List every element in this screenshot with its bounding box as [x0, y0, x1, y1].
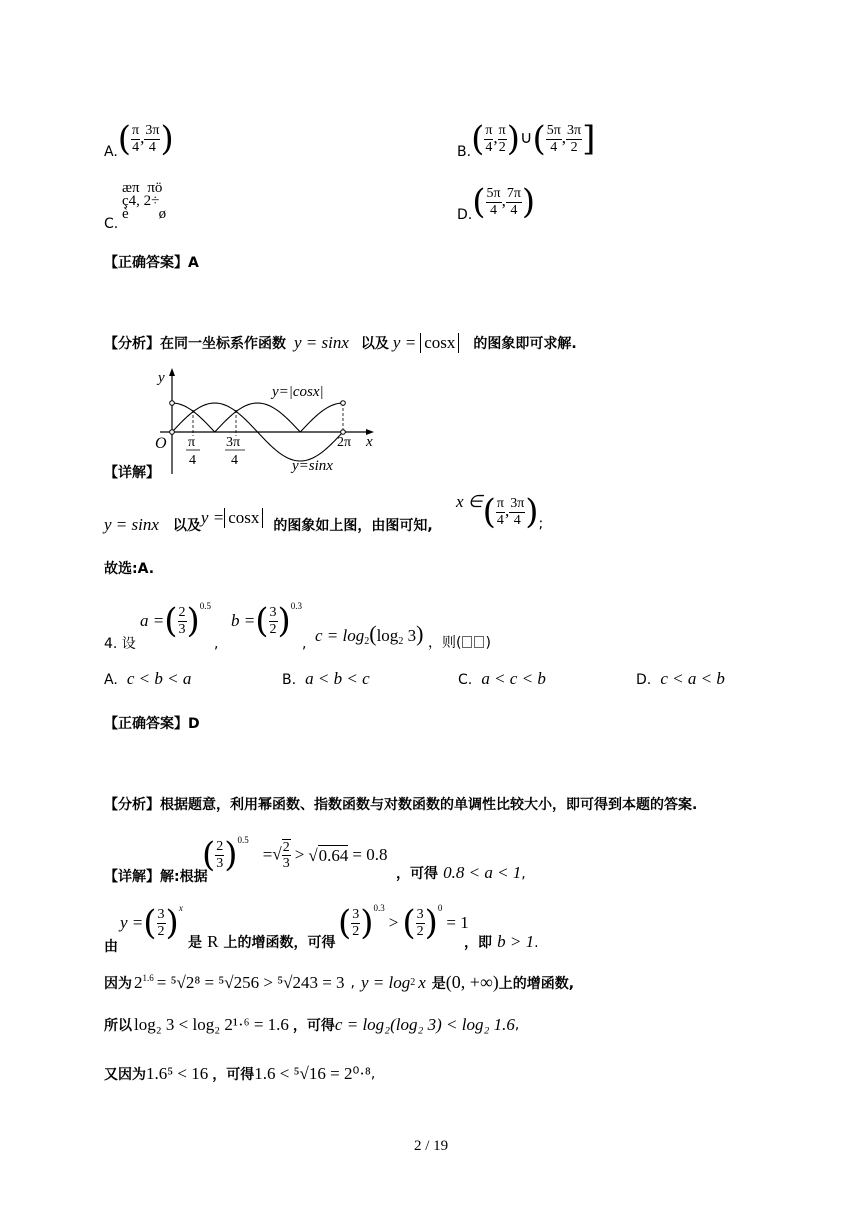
q3-detail-interval: x ∈ ( $\frac{\pi}{4}$ , $\frac{3\pi}{4}$ ) ;: [456, 492, 544, 532]
option-b: [457, 117, 595, 161]
y-axis-label: y: [158, 370, 165, 386]
option-d-expr: ( $\frac{5\pi}{4}$ , $\frac{7\pi}{4}$ ): [472, 182, 536, 222]
function-graph: [140, 366, 390, 476]
tick-pi4-num: π: [188, 435, 196, 450]
q4-option-b: B. a < b < c: [282, 669, 370, 688]
q4-c-def: $c = \log_2(\log_2$ 3): [315, 621, 424, 647]
q3-detail-label: 【详解】: [104, 465, 160, 481]
q4-detail-line1-result: ，可得 0.8 < a < 1,: [396, 863, 526, 882]
option-d: [457, 180, 535, 224]
q4-answer: 【正确答案】D: [104, 716, 200, 732]
x-axis-label: x: [366, 434, 373, 450]
q4-line5: 又因为 1.6⁵ < 16 ，可得 1.6 < ⁵√16 = 2⁰·⁸ ,: [104, 1064, 376, 1083]
option-a-expr: ( $\frac{\pi}{4}$ , $\frac{3\pi}{4}$ ): [117, 119, 174, 159]
option-c-garbled: æπ πö ç4, 2÷ è ø: [122, 180, 167, 222]
tick-2pi: 2π: [337, 435, 352, 450]
option-b-expr: ( $\frac{\pi}{4}$ , $\frac{\pi}{2}$ )∪( $\frac{5\pi}{4}$ , $\frac{3\pi}{2}$ ]: [471, 119, 596, 159]
option-b-label: B.: [457, 144, 472, 160]
q4-detail-line1: ( $\frac{2}{3}$ ) 0.5 = √ $\frac{2}{3}$ > √0.64 = 0.8: [202, 835, 388, 875]
cos-curve: [172, 403, 343, 432]
q4-stem-prefix: 4. 设: [104, 636, 136, 652]
tick-3pi4-den: 4: [231, 453, 238, 468]
option-d-label: D.: [457, 207, 473, 223]
tick-3pi4-num: 3π: [226, 435, 241, 450]
q4-line2-result: ，即 b > 1.: [464, 932, 539, 951]
q4-option-d: D. c < a < b: [636, 669, 725, 688]
option-a-label: A.: [104, 144, 118, 160]
q4-line2-fn: y = ( $\frac{3}{2}$ ) x: [120, 903, 183, 943]
point-end-axis: [341, 430, 346, 435]
sin-label: y=sinx: [292, 458, 333, 474]
q4-analysis: 【分析】根据题意，利用幂函数、指数函数与对数函数的单调性比较大小，即可得到本题的答案.: [104, 797, 698, 813]
q4-b-def: b = ( $\frac{3}{2}$ ) 0.3: [231, 601, 303, 641]
q3-detail: y = sinx 以及 y = cosx 的图象如上图，由图可知,: [104, 508, 433, 534]
origin-label: O: [155, 435, 167, 452]
q4-option-c: C. a < c < b: [458, 669, 546, 688]
q4-line4: 所以 log₂ 3 < log₂ 2¹·⁶ = 1.6 ，可得 c = log₂(log₂ 3) < log₂ 1.6 ,: [104, 1015, 520, 1034]
q4-line3: 因为 $2^{1.6}$ = ⁵√2⁸ = ⁵√256 > ⁵√243 = 3 , y = log 2 x 是 (0, +∞) 上的增函数,: [104, 972, 575, 992]
q4-line2-text: 是 R 上的增函数，可得: [188, 932, 336, 951]
q4-detail-label: 【详解】解:根据: [104, 869, 208, 885]
q4-then: ，则( ): [428, 635, 491, 651]
option-a: [104, 117, 174, 161]
cos-label: y=|cosx|: [272, 384, 324, 400]
q4-line2-ineq: ( $\frac{3}{2}$ ) 0.3 > ( $\frac{3}{2}$ ) 0 = 1: [338, 903, 469, 943]
q4-a-def: a = ( $\frac{2}{3}$ ) 0.5: [140, 601, 212, 641]
page-number: 2 / 19: [414, 1138, 449, 1154]
option-c-label: C.: [104, 216, 119, 232]
tick-pi4-den: 4: [189, 453, 196, 468]
point-origin: [170, 430, 175, 435]
q4-option-a: A. c < b < a: [104, 669, 192, 688]
point-start: [170, 401, 175, 406]
q3-analysis: 【分析】在同一坐标系作函数 y = sinx 以及 y = cosx 的图象即可求解.: [104, 333, 577, 352]
q3-choice: 故选:A.: [104, 561, 155, 577]
q3-answer: 【正确答案】A: [104, 255, 199, 271]
point-end-top: [341, 401, 346, 406]
q4-line2-by: 由: [104, 939, 118, 955]
